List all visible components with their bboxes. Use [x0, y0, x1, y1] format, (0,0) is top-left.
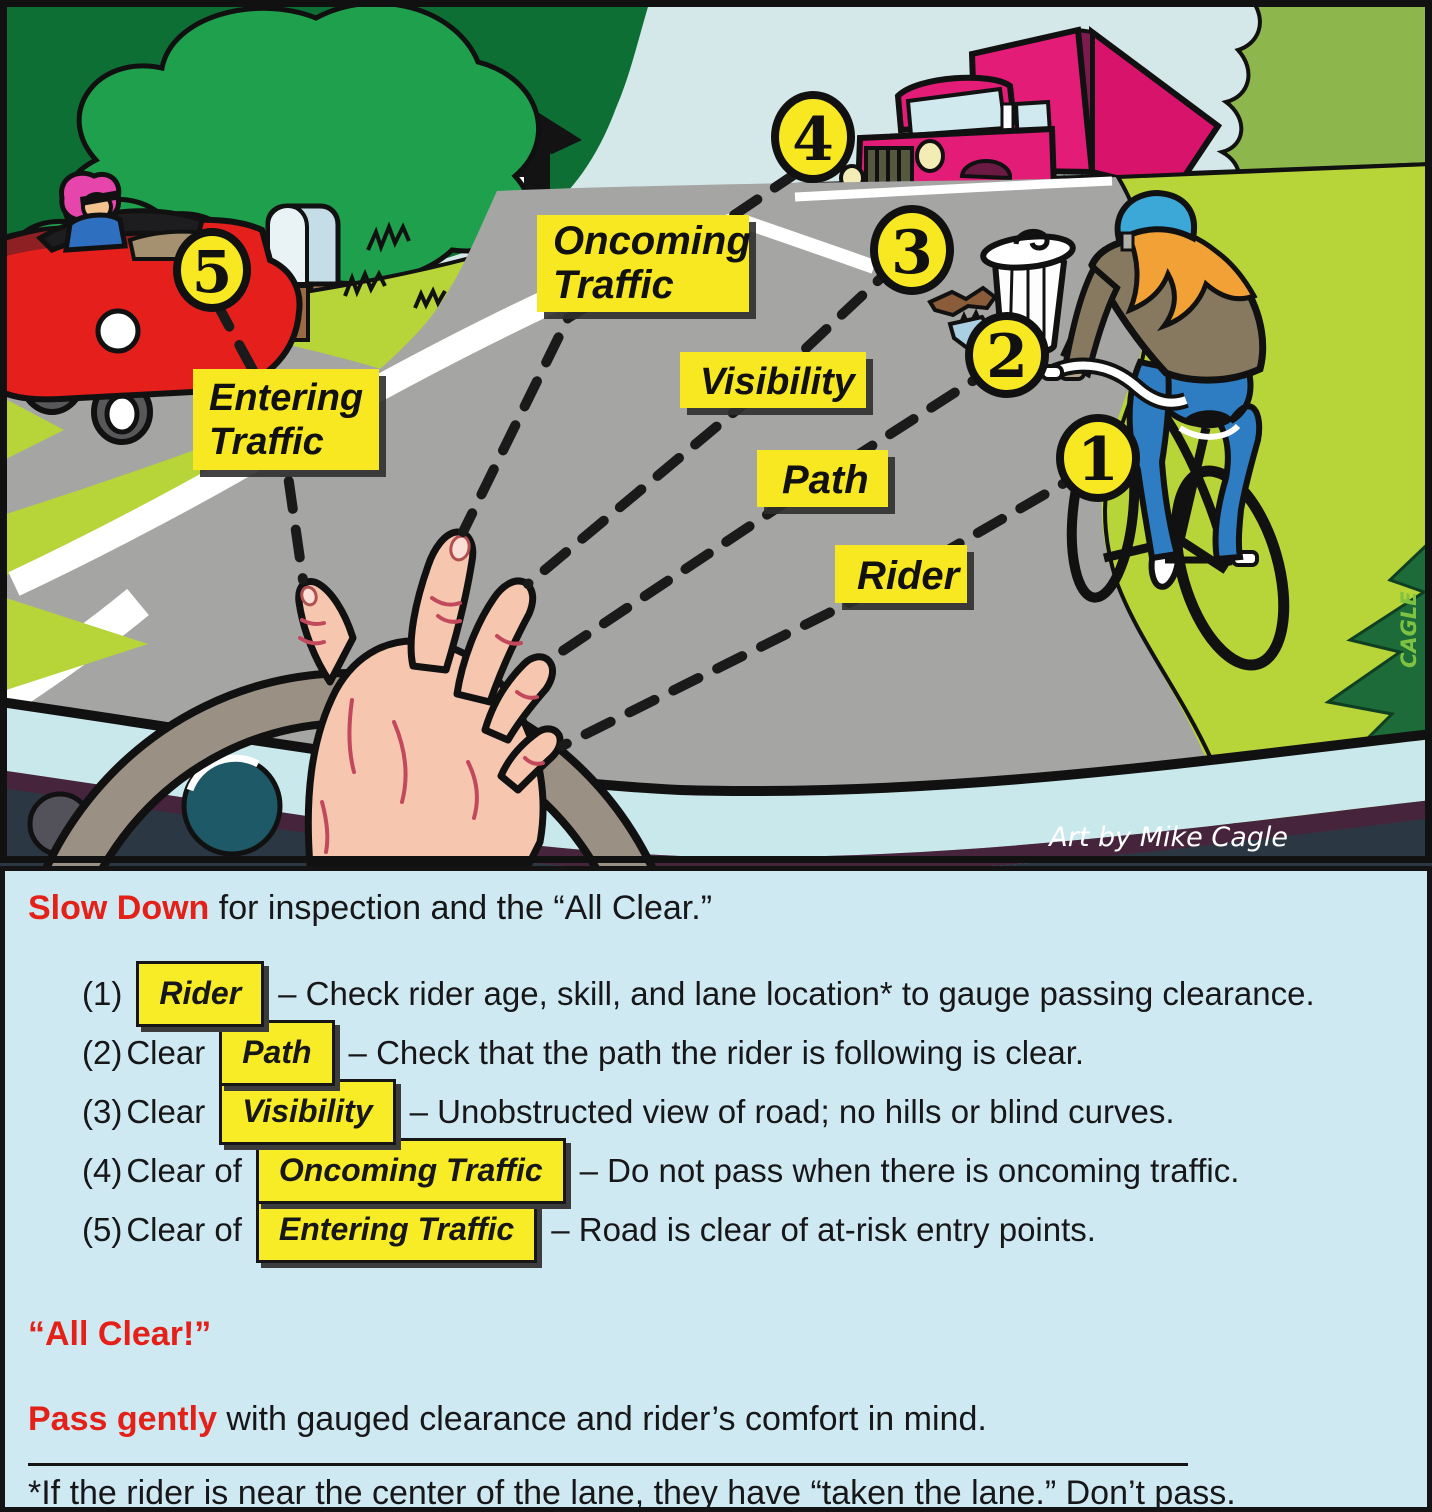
step-description: – Check that the path the rider is following is clear. [348, 1033, 1085, 1071]
footnote-divider [28, 1463, 1188, 1466]
step-number: (1) [82, 974, 123, 1012]
badge-1 [1060, 418, 1136, 498]
step-number: (4) [82, 1151, 123, 1189]
callout-path [757, 450, 895, 514]
step-number: (5) [82, 1210, 123, 1248]
svg-text:4: 4 [792, 105, 834, 175]
tag-oncoming-traffic: Oncoming Traffic [256, 1138, 566, 1204]
footnote-text: *If the rider is near the center of the lane, they have “taken the lane.” Don’t pass. [28, 1474, 1236, 1512]
pass-gently-text: Pass gently [28, 1400, 217, 1438]
step-prefix: Clear of [126, 1210, 242, 1248]
step-prefix: Clear of [126, 1151, 242, 1189]
callout-entering-traffic [193, 369, 386, 477]
pass-rest: with gauged clearance and rider’s comfort in mind. [216, 1400, 987, 1438]
callout-visibility [680, 352, 873, 415]
step-2 [82, 1023, 1427, 1082]
svg-text:2: 2 [986, 322, 1028, 392]
all-clear-text: “All Clear!” [28, 1315, 212, 1353]
intro-rest: for inspection and the “All Clear.” [209, 889, 713, 927]
tag-path: Path [219, 1020, 334, 1086]
step-1 [82, 964, 1427, 1023]
slow-down-text: Slow Down [28, 889, 210, 927]
tag-visibility: Visibility [219, 1079, 395, 1145]
step-number: (3) [82, 1092, 123, 1130]
step-prefix: Clear [126, 1092, 206, 1130]
svg-text:Visibility: Visibility [700, 361, 855, 403]
svg-text:Entering: Entering [209, 377, 364, 419]
svg-text:1: 1 [1077, 425, 1119, 495]
step-description: – Road is clear of at-risk entry points. [551, 1210, 1096, 1248]
instructions-panel [0, 866, 1432, 1512]
tag-entering-traffic: Entering Traffic [256, 1197, 537, 1263]
step-3 [82, 1082, 1427, 1141]
badge-5 [177, 232, 247, 308]
pass-line [28, 1400, 1427, 1439]
badge-2 [969, 316, 1045, 394]
svg-text:Traffic: Traffic [553, 263, 674, 307]
step-5 [82, 1200, 1427, 1259]
car-driver [61, 173, 125, 250]
svg-text:Rider: Rider [857, 554, 960, 598]
step-prefix: Clear [126, 1033, 206, 1071]
artist-credit: Art by Mike Cagle [1049, 822, 1288, 853]
badge-4 [775, 95, 851, 179]
step-description: – Check rider age, skill, and lane location* to gauge passing clearance. [278, 974, 1315, 1012]
step-description: – Do not pass when there is oncoming traffic. [579, 1151, 1240, 1189]
svg-text:Path: Path [782, 458, 869, 502]
svg-text:Oncoming: Oncoming [553, 219, 751, 263]
steps-list [82, 964, 1427, 1259]
svg-text:5: 5 [191, 238, 233, 306]
svg-text:3: 3 [891, 218, 933, 288]
callout-oncoming-traffic [537, 215, 756, 319]
step-description: – Unobstructed view of road; no hills or blind curves. [409, 1092, 1175, 1130]
badge-3 [874, 209, 950, 291]
step-number: (2) [82, 1033, 123, 1071]
intro-line [28, 889, 1427, 928]
callout-rider [835, 545, 974, 610]
artist-signature: CAGLE [1397, 591, 1421, 668]
tag-rider: Rider [136, 961, 264, 1027]
svg-text:Traffic: Traffic [209, 421, 324, 463]
step-4 [82, 1141, 1427, 1200]
